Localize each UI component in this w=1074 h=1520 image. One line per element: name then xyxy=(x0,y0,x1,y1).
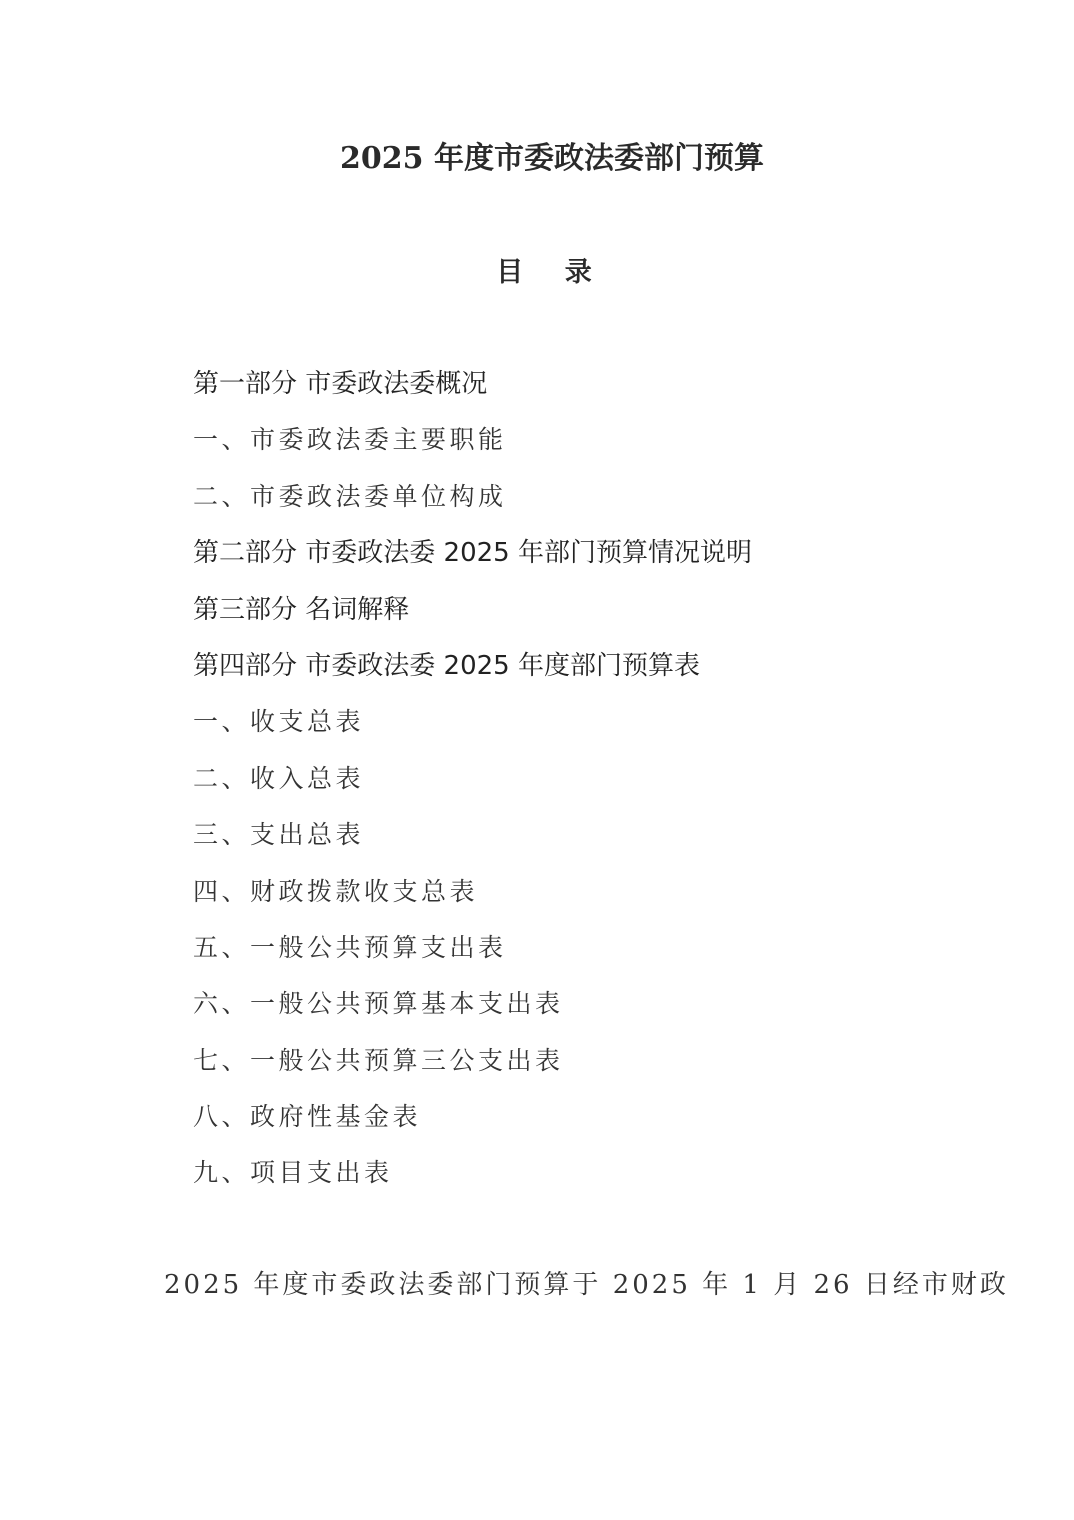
toc-item: 二、市委政法委单位构成 xyxy=(193,481,507,511)
toc-item: 六、一般公共预算基本支出表 xyxy=(193,989,564,1019)
toc-item: 七、一般公共预算三公支出表 xyxy=(193,1045,564,1075)
toc-item: 四、财政拨款收支总表 xyxy=(193,876,479,906)
toc-part-1: 第一部分 市委政法委概况 xyxy=(193,369,488,399)
toc-item: 一、收支总表 xyxy=(193,707,365,737)
toc-part-2: 第二部分 市委政法委 2025 年部门预算情况说明 xyxy=(193,538,752,569)
toc-part-3: 第三部分 名词解释 xyxy=(193,594,410,625)
body-paragraph: 2025 年度市委政法委部门预算于 2025 年 1 月 26 日经市财政 xyxy=(164,1270,1009,1300)
toc-heading: 目 录 xyxy=(496,257,608,288)
toc-item: 三、支出总表 xyxy=(193,820,365,850)
toc-item: 九、项目支出表 xyxy=(193,1158,393,1188)
document-title: 2025 年度市委政法委部门预算 xyxy=(340,141,764,176)
toc-item: 二、收入总表 xyxy=(193,763,365,793)
toc-item: 五、一般公共预算支出表 xyxy=(193,932,507,962)
table-of-contents xyxy=(193,364,953,1210)
toc-item: 八、政府性基金表 xyxy=(193,1102,422,1132)
toc-part-4: 第四部分 市委政法委 2025 年度部门预算表 xyxy=(193,650,700,681)
toc-item: 一、市委政法委主要职能 xyxy=(193,425,507,455)
